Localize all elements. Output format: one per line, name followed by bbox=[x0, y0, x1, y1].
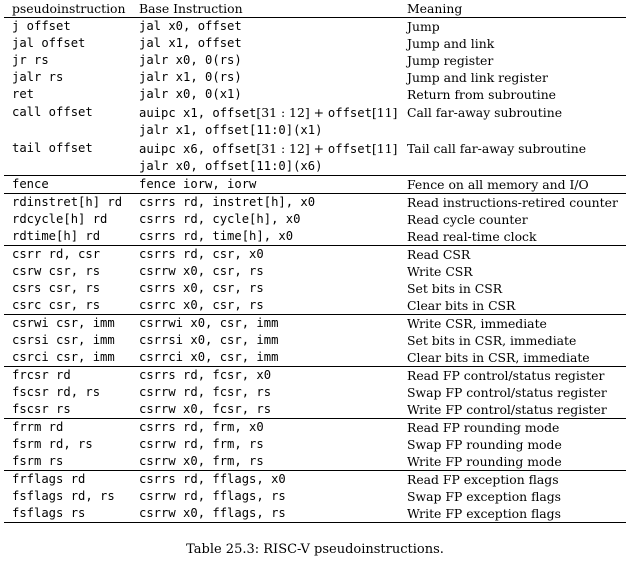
table-row bbox=[4, 263, 626, 280]
base-cell: csrrw rd, fflags, rs bbox=[139, 489, 286, 503]
base-cell: csrrw x0, csr, rs bbox=[139, 264, 264, 278]
pseudo-cell: j offset bbox=[12, 19, 71, 33]
meaning-cell: Read instructions-retired counter bbox=[399, 194, 626, 212]
pseudo-cell: rdtime[h] rd bbox=[12, 229, 101, 243]
pseudoinstruction-table bbox=[4, 0, 626, 523]
base-cell: csrrw x0, fcsr, rs bbox=[139, 402, 272, 416]
base-cell: csrrs rd, csr, x0 bbox=[131, 246, 399, 264]
table-row bbox=[4, 176, 626, 194]
base-cell: csrrw x0, fflags, rs bbox=[131, 505, 399, 523]
table-row bbox=[4, 419, 626, 437]
meaning-cell: Read real-time clock bbox=[407, 229, 537, 244]
table-row bbox=[4, 349, 626, 367]
pseudo-cell: fsrm rs bbox=[12, 454, 64, 468]
header-meaning: Meaning bbox=[399, 0, 626, 18]
table-row bbox=[4, 436, 626, 453]
table-row bbox=[4, 471, 626, 489]
base-cell: csrrs rd, fflags, x0 bbox=[131, 471, 399, 489]
table-header-row bbox=[4, 0, 626, 18]
pseudo-cell bbox=[4, 158, 131, 176]
table-row bbox=[4, 228, 626, 246]
meaning-cell: Clear bits in CSR, immediate bbox=[407, 350, 590, 365]
pseudo-cell: rdinstret[h] rd bbox=[4, 194, 131, 212]
table-row bbox=[4, 401, 626, 419]
pseudo-cell: fence bbox=[4, 176, 131, 194]
meaning-cell: Swap FP rounding mode bbox=[407, 437, 562, 452]
base-cell: jal x0, offset bbox=[139, 19, 242, 33]
meaning-cell: Return from subroutine bbox=[407, 87, 557, 102]
table-row bbox=[4, 453, 626, 471]
base-cell: csrrs rd, cycle[h], x0 bbox=[139, 212, 301, 226]
pseudo-cell: csrw csr, rs bbox=[12, 264, 101, 278]
table-row bbox=[4, 505, 626, 523]
table-row bbox=[4, 246, 626, 264]
base-part: offset bbox=[327, 106, 372, 120]
table-caption: Table 25.3: RISC-V pseudoinstructions. bbox=[186, 542, 444, 557]
base-cell: csrrs rd, instret[h], x0 bbox=[131, 194, 399, 212]
meaning-cell: Set bits in CSR bbox=[407, 281, 503, 296]
base-math-part: [11] bbox=[371, 105, 398, 120]
meaning-cell: Clear bits in CSR bbox=[407, 298, 516, 313]
meaning-cell: Write CSR, immediate bbox=[399, 315, 626, 333]
table-row bbox=[4, 18, 626, 36]
meaning-cell: Read FP rounding mode bbox=[399, 419, 626, 437]
pseudo-cell: jr rs bbox=[12, 53, 49, 67]
pseudo-cell: csrwi csr, imm bbox=[4, 315, 131, 333]
table-row bbox=[4, 384, 626, 401]
pseudo-cell: frcsr rd bbox=[4, 367, 131, 385]
base-math-part: [31 : 12] + bbox=[256, 141, 328, 156]
table-row bbox=[4, 139, 626, 158]
pseudo-cell: fsflags rs bbox=[4, 505, 131, 523]
pseudo-cell: csrr rd, csr bbox=[4, 246, 131, 264]
base-cell: jal x1, offset bbox=[139, 36, 242, 50]
pseudo-cell: ret bbox=[12, 87, 35, 101]
table-row bbox=[4, 488, 626, 505]
base-cell: csrrs rd, fcsr, x0 bbox=[131, 367, 399, 385]
table-row bbox=[4, 35, 626, 52]
base-cell bbox=[131, 103, 399, 122]
table-row bbox=[4, 122, 626, 139]
base-cell: csrrs x0, csr, rs bbox=[139, 281, 264, 295]
pseudo-cell: tail offset bbox=[12, 141, 93, 155]
meaning-cell: Jump register bbox=[407, 53, 494, 68]
pseudo-cell: call offset bbox=[12, 105, 93, 119]
pseudo-cell: frrm rd bbox=[4, 419, 131, 437]
base-cell: csrrs rd, time[h], x0 bbox=[139, 229, 294, 243]
base-cell: fence iorw, iorw bbox=[131, 176, 399, 194]
pseudo-cell: csrsi csr, imm bbox=[12, 333, 115, 347]
base-cell: jalr x1, offset[11:0](x1) bbox=[139, 123, 323, 137]
table-row bbox=[4, 86, 626, 103]
base-cell: csrrci x0, csr, imm bbox=[139, 350, 279, 364]
base-cell: jalr x0, 0(rs) bbox=[139, 53, 242, 67]
table-row bbox=[4, 297, 626, 315]
pseudo-cell: csrci csr, imm bbox=[12, 350, 115, 364]
meaning-cell: Write FP rounding mode bbox=[407, 454, 562, 469]
table-row bbox=[4, 158, 626, 176]
pseudo-cell: rdcycle[h] rd bbox=[12, 212, 108, 226]
base-cell: csrrc x0, csr, rs bbox=[139, 298, 264, 312]
meaning-cell: Read cycle counter bbox=[407, 212, 528, 227]
table-row bbox=[4, 52, 626, 69]
base-part: auipc x1, offset bbox=[139, 106, 257, 120]
table-row bbox=[4, 315, 626, 333]
table-row bbox=[4, 280, 626, 297]
pseudo-cell: jal offset bbox=[12, 36, 86, 50]
meaning-cell: Write CSR bbox=[407, 264, 473, 279]
meaning-cell: Read CSR bbox=[399, 246, 626, 264]
base-math-part: [31 : 12] + bbox=[256, 105, 328, 120]
base-part: offset bbox=[327, 142, 372, 156]
meaning-cell: Swap FP control/status register bbox=[407, 385, 607, 400]
base-part: auipc x6, offset bbox=[139, 142, 257, 156]
meaning-cell: Read FP exception flags bbox=[399, 471, 626, 489]
table-row bbox=[4, 211, 626, 228]
meaning-cell: Jump bbox=[407, 19, 440, 34]
meaning-cell: Set bits in CSR, immediate bbox=[407, 333, 577, 348]
pseudo-cell: csrc csr, rs bbox=[12, 298, 101, 312]
base-cell: csrrsi x0, csr, imm bbox=[139, 333, 279, 347]
base-math-part: [11] bbox=[371, 141, 398, 156]
base-cell bbox=[131, 139, 399, 158]
base-cell: csrrs rd, frm, x0 bbox=[131, 419, 399, 437]
pseudo-cell: jalr rs bbox=[12, 70, 64, 84]
meaning-cell: Read FP control/status register bbox=[399, 367, 626, 385]
meaning-cell: Call far-away subroutine bbox=[407, 105, 563, 120]
meaning-cell: Swap FP exception flags bbox=[407, 489, 562, 504]
header-base-instruction: Base Instruction bbox=[131, 0, 399, 18]
pseudo-cell: csrs csr, rs bbox=[12, 281, 101, 295]
meaning-cell: Write FP control/status register bbox=[407, 402, 607, 417]
header-pseudoinstruction: pseudoinstruction bbox=[4, 0, 131, 18]
base-cell: csrrw x0, frm, rs bbox=[139, 454, 264, 468]
meaning-cell: Fence on all memory and I/O bbox=[399, 176, 626, 194]
base-cell: jalr x0, offset[11:0](x6) bbox=[139, 159, 323, 173]
table-row bbox=[4, 103, 626, 122]
table-row bbox=[4, 194, 626, 212]
table-row bbox=[4, 69, 626, 86]
pseudo-cell: fsrm rd, rs bbox=[12, 437, 93, 451]
meaning-cell: Jump and link register bbox=[407, 70, 548, 85]
table-row bbox=[4, 367, 626, 385]
pseudo-cell bbox=[4, 122, 131, 139]
table-row bbox=[4, 332, 626, 349]
pseudo-cell: frflags rd bbox=[4, 471, 131, 489]
meaning-cell bbox=[399, 158, 626, 176]
meaning-cell: Jump and link bbox=[407, 36, 495, 51]
base-cell: csrrw rd, fcsr, rs bbox=[139, 385, 272, 399]
base-cell: jalr x0, 0(x1) bbox=[139, 87, 242, 101]
base-cell: jalr x1, 0(rs) bbox=[139, 70, 242, 84]
meaning-cell bbox=[399, 122, 626, 139]
base-cell: csrrw rd, frm, rs bbox=[139, 437, 264, 451]
pseudo-cell: fscsr rs bbox=[12, 402, 71, 416]
meaning-cell: Tail call far-away subroutine bbox=[407, 141, 587, 156]
pseudo-cell: fsflags rd, rs bbox=[12, 489, 115, 503]
meaning-cell: Write FP exception flags bbox=[399, 505, 626, 523]
base-cell: csrrwi x0, csr, imm bbox=[131, 315, 399, 333]
pseudo-cell: fscsr rd, rs bbox=[12, 385, 101, 399]
